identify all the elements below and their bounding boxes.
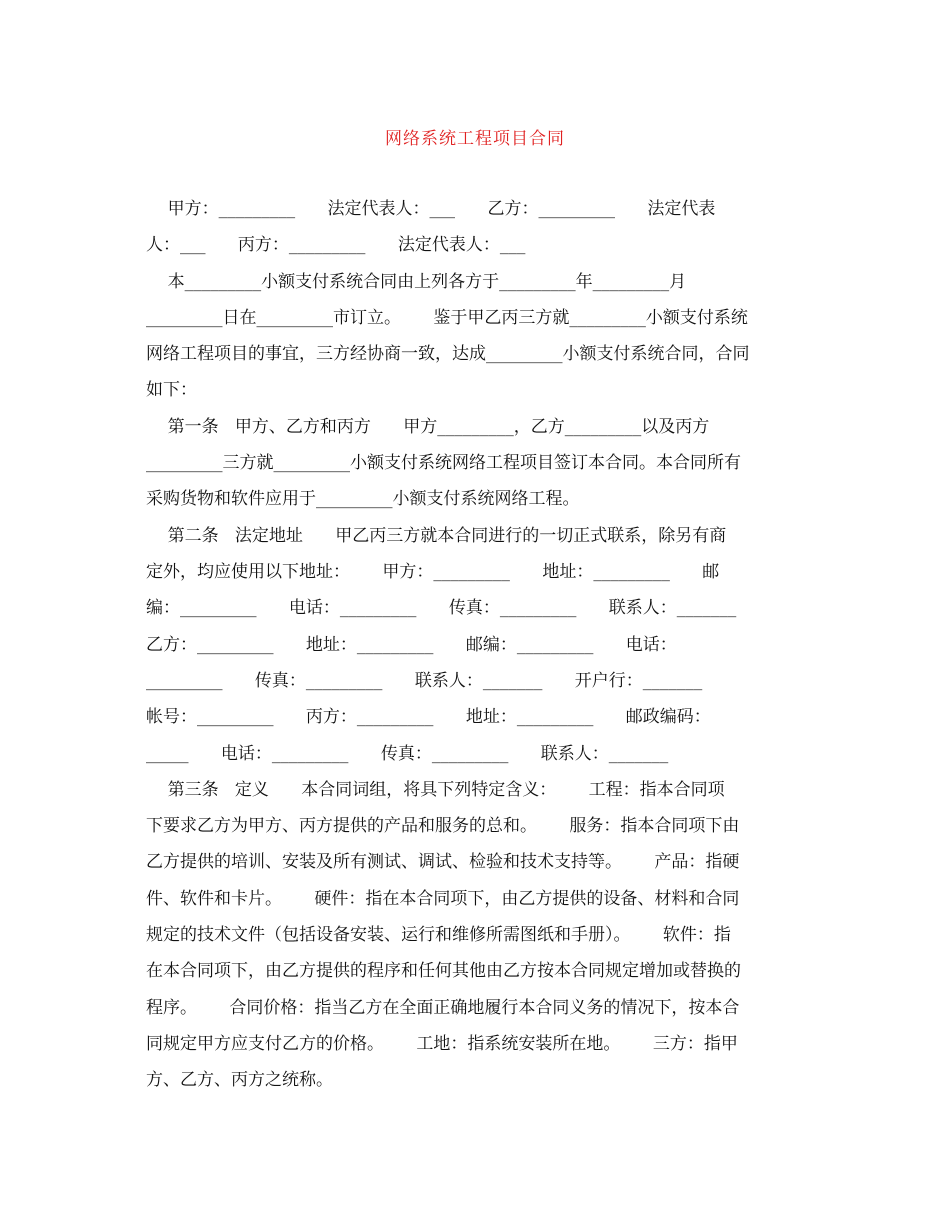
contract-line: 件、软件和卡片。 硬件：指在本合同项下，由乙方提供的设备、材料和合同	[146, 889, 740, 909]
contract-line: 采购货物和软件应用于_________小额支付系统网络工程。	[146, 489, 580, 509]
contract-line: 网络工程项目的事宜，三方经协商一致，达成_________小额支付系统合同，合同	[146, 344, 750, 364]
contract-line: 定外，均应使用以下地址： 甲方：_________ 地址：_________ 邮	[146, 562, 720, 582]
contract-line: 帐号：_________ 丙方：_________ 地址：_________ 邮政编码：	[146, 707, 711, 727]
contract-line: 方、乙方、丙方之统称。	[146, 1070, 333, 1090]
contract-line: _____ 电话：_________ 传真：_________ 联系人：_______	[146, 744, 669, 764]
contract-line: 编：_________ 电话：_________ 传真：_________ 联系人：_______	[146, 598, 737, 618]
contract-line: 乙方：_________ 地址：_________ 邮编：_________ 电话：	[146, 635, 677, 655]
contract-line: 下要求乙方为甲方、丙方提供的产品和服务的总和。 服务：指本合同项下由	[146, 816, 740, 836]
contract-line: 在本合同项下，由乙方提供的程序和任何其他由乙方按本合同规定增加或替换的	[146, 961, 741, 981]
contract-line: 如下：	[146, 380, 197, 400]
contract-line: 同规定甲方应支付乙方的价格。 工地：指系统安装所在地。 三方：指甲	[146, 1034, 738, 1054]
document-title: 网络系统工程项目合同	[385, 129, 565, 149]
contract-line: _________三方就_________小额支付系统网络工程项目签订本合同。本合同所有	[146, 453, 741, 473]
contract-line: 人：___ 丙方：_________ 法定代表人：___	[146, 235, 526, 255]
contract-line: 第二条 法定地址 甲乙丙三方就本合同进行的一切正式联系，除另有商	[146, 526, 727, 546]
contract-line: _________ 传真：_________ 联系人：_______ 开户行：_______	[146, 671, 703, 691]
contract-line: 规定的技术文件（包括设备安装、运行和维修所需图纸和手册）。 软件：指	[146, 925, 731, 945]
contract-line: 本_________小额支付系统合同由上列各方于_________年_________月	[146, 272, 687, 292]
contract-line: 乙方提供的培训、安装及所有测试、调试、检验和技术支持等。 产品：指硬	[146, 852, 740, 872]
contract-line: 第一条 甲方、乙方和丙方 甲方_________，乙方_________以及丙方	[146, 417, 710, 437]
contract-line: 第三条 定义 本合同词组，将具下列特定含义： 工程：指本合同项	[146, 780, 725, 800]
contract-line: 甲方：_________ 法定代表人：___ 乙方：_________ 法定代表	[146, 199, 716, 219]
contract-line: 程序。 合同价格：指当乙方在全面正确地履行本合同义务的情况下，按本合	[146, 998, 740, 1018]
contract-line: _________日在_________市订立。 鉴于甲乙丙三方就_________小额支付系统	[146, 308, 748, 328]
